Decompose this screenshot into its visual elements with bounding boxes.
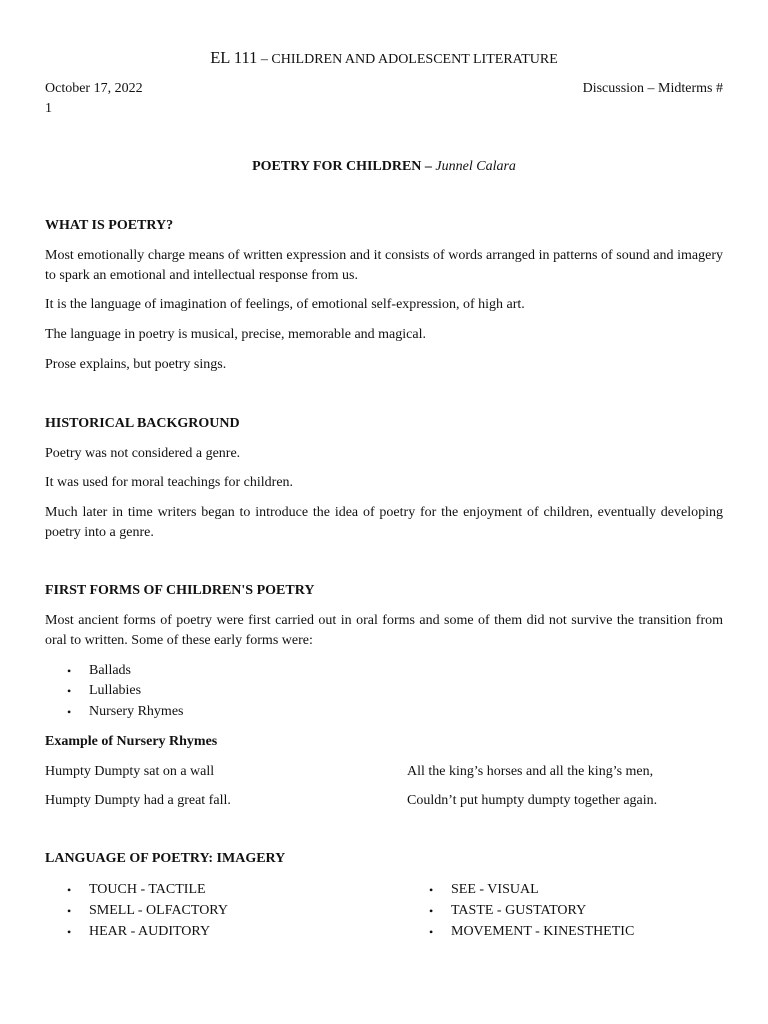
paragraph: Much later in time writers began to introduce the idea of poetry for the enjoyment of children, eventually developing poetry into a genre.: [45, 505, 723, 540]
title-main: POETRY FOR CHILDREN –: [252, 159, 436, 174]
discussion-number: 1: [45, 101, 52, 116]
date: October 17, 2022: [45, 81, 143, 96]
heading-nursery-example: Example of Nursery Rhymes: [45, 734, 218, 749]
paragraph: It was used for moral teachings for children.: [45, 475, 294, 490]
heading-first-forms: FIRST FORMS OF CHILDREN'S POETRY: [45, 583, 315, 598]
course-code: EL 111: [210, 48, 258, 67]
bullet-icon: •: [429, 925, 434, 939]
document-page: EL 111 – CHILDREN AND ADOLESCENT LITERATURE October 17, 2022 Discussion – Midterms # 1 POETRY FOR CHILDREN – Junnel Calara WHAT IS POETRY? Most emotionally charge means of written expression and it consists of words arranged in patterns of sound and imagery to spark an emotional and intellectual response from us. It is the language of imagination of feelings, of emotional self-expression, of high art. The language in poetry is musical, precise, memorable and magical. Prose explains, but poetry sings. HISTORICAL BACKGROUND Poetry was not considered a genre. It was used for moral teachings for children. Much later in time writers began to introduce the idea of poetry for the enjoyment of children, eventually developing poetry into a genre. FIRST FORMS OF CHILDREN'S POETRY Most ancient forms of poetry were first carried out in oral forms and some of them did not survive the transition from oral to written. Some of these early forms were: • Ballads • Lullabies • Nursery Rhymes Example of Nursery Rhymes Humpty Dumpty sat on a wall Humpty Dumpty had a great fall. All the king’s horses and all the king’s men, Couldn’t put humpty dumpty together again. LANGUAGE OF POETRY: IMAGERY • TOUCH - TACTILE • SMELL - OLFACTORY • HEAR - AUDITORY • SEE - VISUAL • TASTE - GUSTATORY • MOVEMENT - KINESTHETIC: [0, 0, 768, 1024]
paragraph: It is the language of imagination of feelings, of emotional self-expression, of high art.: [45, 297, 525, 312]
paragraph: Most emotionally charge means of written expression and it consists of words arranged in patterns of sound and imagery to spark an emotional and intellectual response from us.: [45, 248, 723, 283]
bullet-icon: •: [67, 904, 72, 918]
paragraph: Most ancient forms of poetry were first carried out in oral forms and some of them did not survive the transition from oral to written. Some of these early forms were:: [45, 613, 723, 648]
bullet-icon: •: [67, 684, 72, 698]
course-title: – CHILDREN AND ADOLESCENT LITERATURE: [257, 52, 558, 67]
bullet-icon: •: [429, 883, 434, 897]
discussion-label: Discussion – Midterms #: [582, 81, 723, 96]
bullet-icon: •: [67, 705, 72, 719]
rhyme-line: Humpty Dumpty had a great fall.: [45, 793, 231, 808]
rhyme-line: Humpty Dumpty sat on a wall: [45, 764, 215, 779]
rhyme-line: All the king’s horses and all the king’s men,: [407, 764, 654, 779]
heading-historical-background: HISTORICAL BACKGROUND: [45, 416, 240, 431]
course-header: [0, 48, 768, 70]
bullet-icon: •: [67, 883, 72, 897]
document-title: [0, 157, 768, 177]
paragraph: The language in poetry is musical, precise, memorable and magical.: [45, 327, 426, 342]
heading-what-is-poetry: WHAT IS POETRY?: [45, 218, 174, 233]
bullet-icon: •: [67, 925, 72, 939]
rhyme-line: Couldn’t put humpty dumpty together again.: [407, 793, 658, 808]
title-author: Junnel Calara: [435, 159, 516, 174]
paragraph: Poetry was not considered a genre.: [45, 446, 241, 461]
bullet-icon: •: [67, 664, 72, 678]
heading-imagery: LANGUAGE OF POETRY: IMAGERY: [45, 851, 286, 866]
paragraph: Prose explains, but poetry sings.: [45, 357, 227, 372]
bullet-icon: •: [429, 904, 434, 918]
